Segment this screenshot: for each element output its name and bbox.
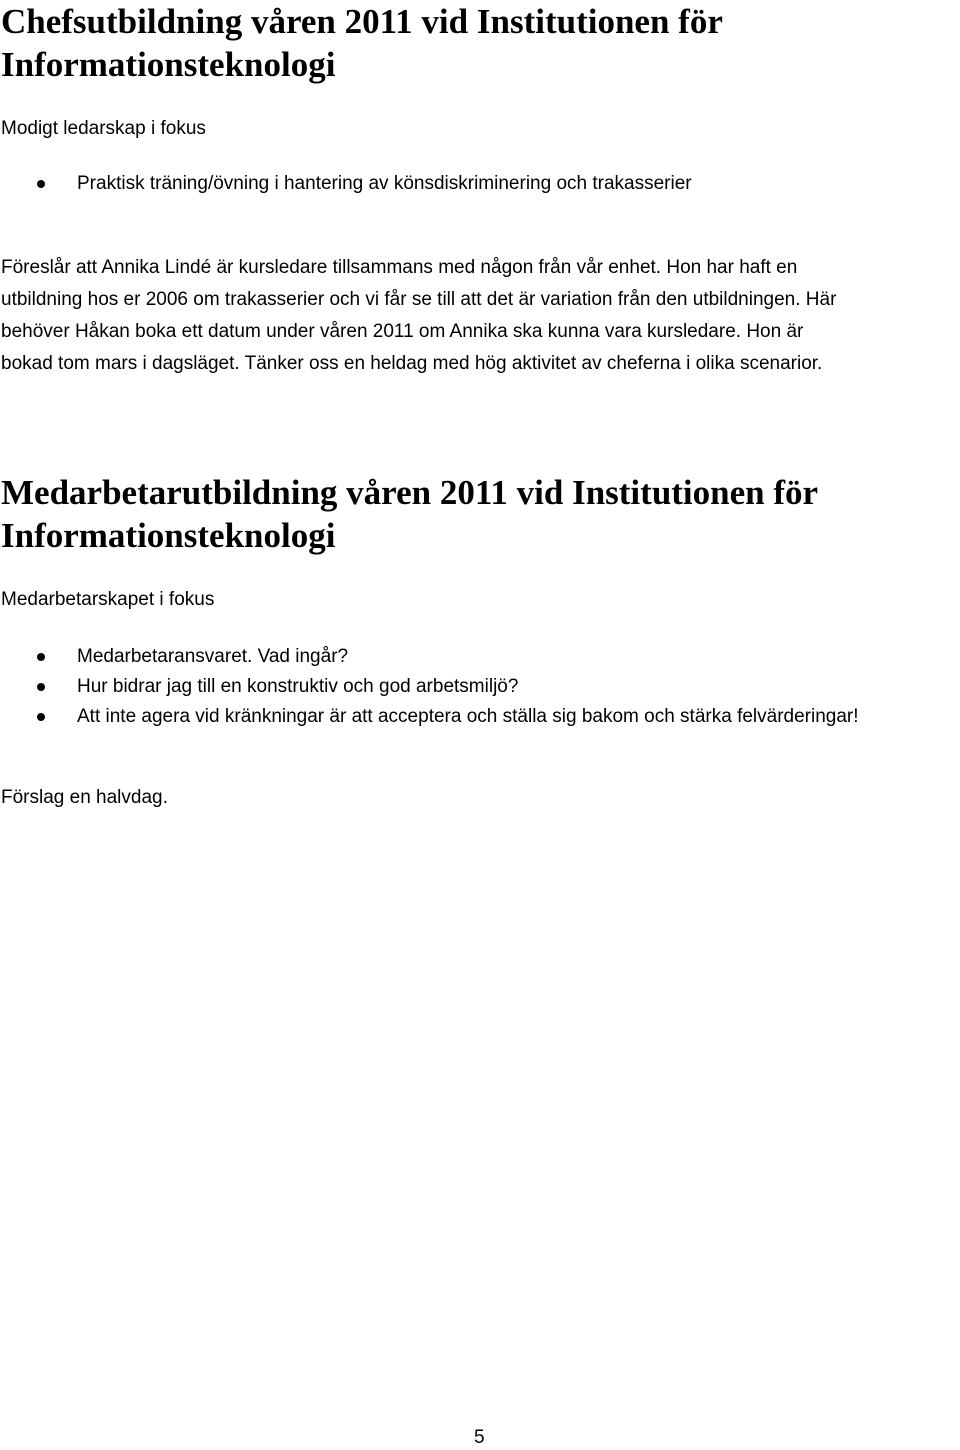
paragraph-line: bokad tom mars i dagsläget. Tänker oss en heldag med hög aktivitet av cheferna i olika scenarior. (1, 353, 823, 374)
bullet-dot-icon (37, 180, 45, 188)
paragraph-line: behöver Håkan boka ett datum under våren 2011 om Annika ska kunna vara kursledare. Hon är (1, 321, 804, 342)
paragraph-line: Föreslår att Annika Lindé är kursledare tillsammans med någon från vår enhet. Hon har haft en (1, 257, 798, 278)
bullet-dot-icon (37, 713, 45, 721)
section1-bullet-list (0, 169, 960, 199)
paragraph-line: utbildning hos er 2006 om trakasserier och vi får se till att det är variation från den utbildningen. Här (1, 289, 837, 310)
list-item (0, 672, 960, 702)
section1-subtitle: Modigt ledarskap i fokus (1, 118, 206, 139)
section2-bullet-list (0, 642, 960, 732)
section2-heading-line1: Medarbetarutbildning våren 2011 vid Institutionen för (1, 473, 819, 512)
list-item (0, 169, 960, 199)
section1-heading (1, 0, 956, 86)
section1-heading-line1: Chefsutbildning våren 2011 vid Institutionen för (1, 2, 723, 41)
section2-subtitle: Medarbetarskapet i fokus (1, 589, 215, 610)
list-item-text: Hur bidrar jag till en konstruktiv och god arbetsmiljö? (77, 676, 519, 697)
section1-heading-line2: Informationsteknologi (1, 45, 336, 84)
section1-paragraph (1, 252, 959, 380)
page-number: 5 (474, 1427, 485, 1448)
list-item-text: Medarbetaransvaret. Vad ingår? (77, 646, 349, 667)
list-item (0, 702, 960, 732)
list-item-text: Att inte agera vid kränkningar är att acceptera och ställa sig bakom och stärka felvärderingar! (77, 706, 859, 727)
section2-heading (1, 471, 956, 557)
section2-note: Förslag en halvdag. (1, 787, 168, 808)
bullet-dot-icon (37, 683, 45, 691)
list-item (0, 642, 960, 672)
list-item-text: Praktisk träning/övning i hantering av könsdiskriminering och trakasserier (77, 173, 692, 194)
bullet-dot-icon (37, 653, 45, 661)
section2-heading-line2: Informationsteknologi (1, 516, 336, 555)
